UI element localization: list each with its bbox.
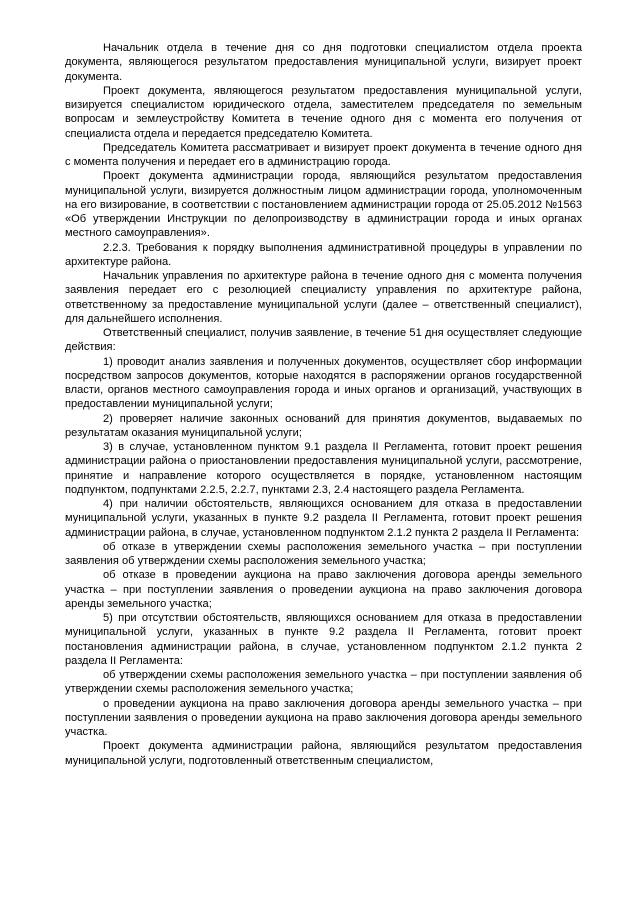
sub-list-item: об отказе в утверждении схемы расположения земельного участка – при поступлении заявления об утверждении схемы расположения земельного участка; <box>65 540 582 567</box>
sub-list-item: о проведении аукциона на право заключения договора аренды земельного участка – при поступлении заявления о проведении аукциона на право заключения договора аренды земельного участка. <box>65 697 582 738</box>
list-item: 2) проверяет наличие законных оснований для принятия документов, выдаваемых по результатам оказания муниципальной услуги; <box>65 412 582 439</box>
section-heading: 2.2.3. Требования к порядку выполнения административной процедуры в управлении по архитектуре района. <box>65 241 582 268</box>
sub-list-item: об отказе в проведении аукциона на право заключения договора аренды земельного участка – при поступлении заявления о проведении аукциона на право заключения договора аренды земельного участка; <box>65 569 582 610</box>
list-item: 1) проводит анализ заявления и полученных документов, осуществляет сбор информации посредством запросов документов, которые находятся в распоряжении органов государственной власти, органов местного самоуправления города и иных органов и организаций, участвующих в предоставлении муниципальной услуги; <box>65 355 582 411</box>
list-item: 5) при отсутствии обстоятельств, являющихся основанием для отказа в предоставлении муниципальной услуги, указанных в пункте 9.2 раздела II Регламента, готовит проект постановления администрации района, в случае, установленном подпунктом 2.1.2 пункта 2 раздела II Регламента: <box>65 612 582 667</box>
paragraph: Проект документа администрации города, являющийся результатом предоставления муниципальной услуги, визируется должностным лицом администрации города, уполномоченным на его визирование, в соответствии с постановлением администрации города от 25.05.2012 №1563 «Об утверждении Инструкции по делопроизводству в администрации города и иных органах местного самоуправления». <box>65 170 582 240</box>
paragraph: Председатель Комитета рассматривает и визирует проект документа в течение одного дня с момента получения и передает его в администрацию города. <box>65 141 582 168</box>
list-item: 4) при наличии обстоятельств, являющихся основанием для отказа в предоставлении муниципальной услуги, указанных в пункте 9.2 раздела II Регламента, готовит проект решения администрации района, в случае, установленном подпунктом 2.1.2 пункта 2 раздела II Регламента: <box>65 498 582 539</box>
paragraph: Проект документа, являющегося результатом предоставления муниципальной услуги, визируется специалистом юридического отдела, заместителем председателя по земельным вопросам и землеустройству Комитета в течение одного дня с момента его получения от специалиста отдела и передается председателю Комитета. <box>65 84 582 140</box>
paragraph: Проект документа администрации района, являющийся результатом предоставления муниципальной услуги, подготовленный ответственным специалистом, <box>65 740 582 767</box>
paragraph: Начальник отдела в течение дня со дня подготовки специалистом отдела проекта документа, являющегося результатом предоставления муниципальной услуги, визирует проект документа. <box>65 42 582 83</box>
paragraph: Начальник управления по архитектуре района в течение одного дня с момента получения заявления передает его с резолюцией специалисту управления по архитектуре района, ответственному за предоставление муниципальной услуги (далее – ответственный специалист), для дальнейшего исполнения. <box>65 270 582 325</box>
list-item: 3) в случае, установленном пунктом 9.1 раздела II Регламента, готовит проект решения администрации района о приостановлении предоставления муниципальной услуги, рассмотрение, принятие и направление которого осуществляется в порядке, установленном настоящим подпунктом, подпунктами 2.2.5, 2.2.7, пунктами 2.3, 2.4 настоящего раздела Регламента. <box>65 441 582 496</box>
sub-list-item: об утверждении схемы расположения земельного участка – при поступлении заявления об утверждении схемы расположения земельного участка; <box>65 669 582 696</box>
paragraph: Ответственный специалист, получив заявление, в течение 51 дня осуществляет следующие действия: <box>65 327 582 354</box>
